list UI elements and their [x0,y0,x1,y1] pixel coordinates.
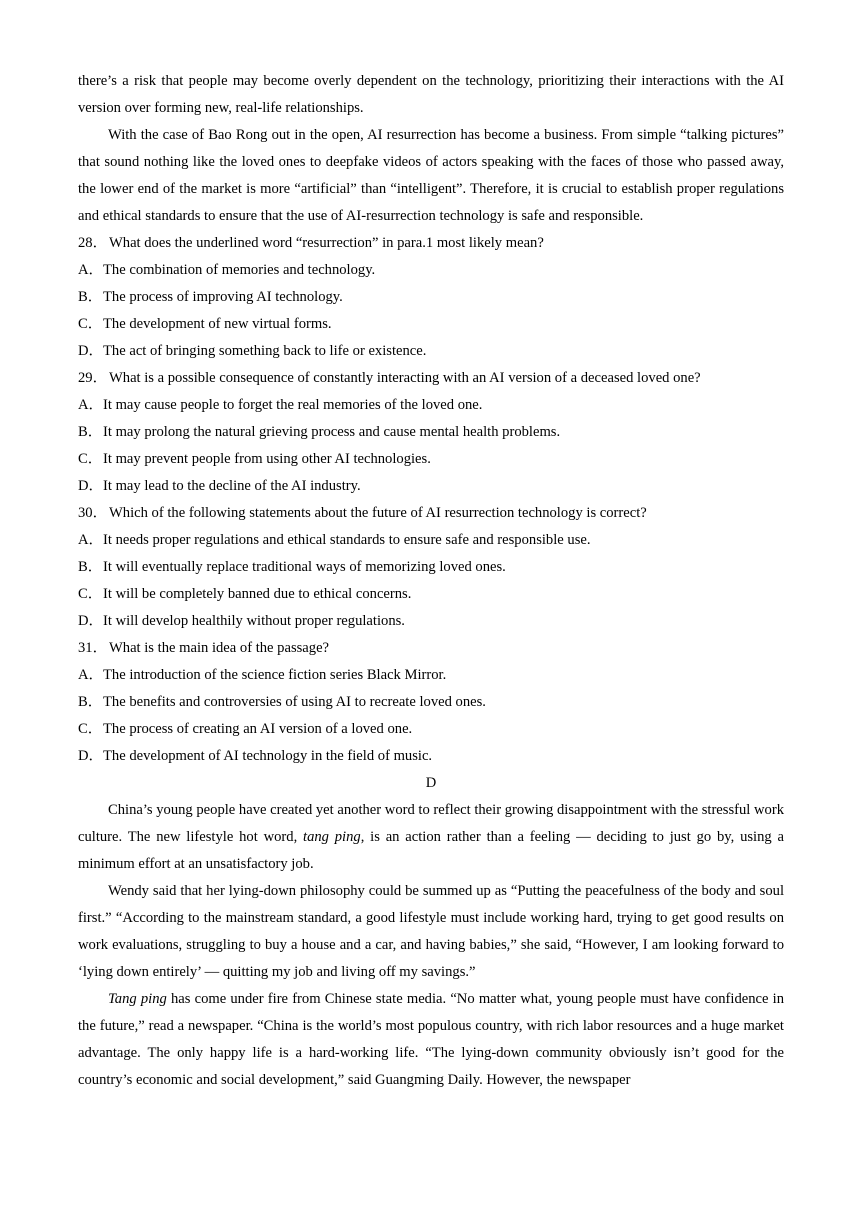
passage-c-paragraph-last: With the case of Bao Rong out in the open, AI resurrection has become a business. From simple “talking pictures” that sound nothing like the loved ones to deepfake videos of actors speaking with the faces of those who passed away, the lower end of the market is more “artificial” than “intelligent”. Therefore, it is crucial to establish proper regulations and ethical standards to ensure that the use of AI-resurrection technology is safe and responsible. [78,127,784,224]
question-stem [78,635,784,662]
option-letter: B． [78,694,103,710]
passage-d-p1-text-b: , is an action rather than a feeling — deciding to just go by, using a minimum effort at an unsatisfactory job. [78,829,784,872]
answer-option [78,608,784,635]
answer-option [78,311,784,338]
question-stem [78,230,784,257]
question-text: What is a possible consequence of constantly interacting with an AI version of a deceased loved one? [109,370,701,386]
option-letter: D． [78,478,104,494]
option-text: It may lead to the decline of the AI industry. [103,478,361,494]
option-text: It may cause people to forget the real memories of the loved one. [103,397,483,413]
option-text: The act of bringing something back to life or existence. [103,343,427,359]
answer-option [78,473,784,500]
question-number: 29． [78,370,108,386]
answer-option [78,257,784,284]
question-number: 31． [78,640,108,656]
question-number: 30． [78,505,108,521]
option-letter: B． [78,424,103,440]
passage-c-paragraph-tail: there’s a risk that people may become overly dependent on the technology, prioritizing their interactions with the AI version over forming new, real-life relationships. [78,73,784,116]
option-letter: A． [78,532,104,548]
option-letter: C． [78,721,103,737]
option-text: The development of new virtual forms. [103,316,332,332]
option-letter: D． [78,748,104,764]
passage-d-term-tang-ping-2: Tang ping [108,991,167,1007]
option-text: The process of improving AI technology. [103,289,343,305]
question-text: What does the underlined word “resurrection” in para.1 most likely mean? [109,235,544,251]
option-letter: C． [78,316,103,332]
question-stem [78,365,784,392]
answer-option [78,743,784,770]
answer-option [78,446,784,473]
question-number: 28． [78,235,108,251]
answer-option [78,392,784,419]
option-letter: C． [78,451,103,467]
answer-option [78,419,784,446]
option-text: It may prolong the natural grieving process and cause mental health problems. [103,424,561,440]
passage-d-heading: D [425,775,437,791]
option-letter: D． [78,613,104,629]
option-text: The benefits and controversies of using AI to recreate loved ones. [103,694,486,710]
option-letter: D． [78,343,104,359]
passage-d-paragraph-2: Wendy said that her lying-down philosophy could be summed up as “Putting the peacefulness of the body and soul first.” “According to the mainstream standard, a good lifestyle must include working hard, trying to get good results on work evaluations, struggling to buy a house and a car, and having babies,” she said, “However, I am looking forward to ‘lying down entirely’ — quitting my job and living off my savings.” [78,883,784,980]
option-text: The combination of memories and technology. [103,262,376,278]
option-letter: A． [78,262,104,278]
option-letter: C． [78,586,103,602]
option-text: It needs proper regulations and ethical standards to ensure safe and responsible use. [103,532,591,548]
option-letter: B． [78,289,103,305]
question-text: What is the main idea of the passage? [109,640,330,656]
answer-option [78,284,784,311]
answer-option [78,662,784,689]
passage-d-p1-text-a: China’s young people have created yet another word to reflect their growing disappointment with the stressful work culture. The new lifestyle hot word, [78,802,784,845]
answer-option [78,716,784,743]
option-text: It will eventually replace traditional ways of memorizing loved ones. [103,559,506,575]
document-page [78,68,784,1094]
passage-d-term-tang-ping: tang ping [303,829,361,845]
passage-d-paragraph-3 [78,986,784,1094]
answer-option [78,689,784,716]
answer-option [78,338,784,365]
option-text: The process of creating an AI version of a loved one. [103,721,413,737]
option-text: It may prevent people from using other AI technologies. [103,451,431,467]
option-text: It will be completely banned due to ethical concerns. [103,586,412,602]
option-letter: B． [78,559,103,575]
answer-option [78,527,784,554]
option-letter: A． [78,667,104,683]
question-list [78,230,784,770]
question-text: Which of the following statements about the future of AI resurrection technology is correct? [109,505,647,521]
passage-d-p3-text: has come under fire from Chinese state media. “No matter what, young people must have confidence in the future,” read a newspaper. “China is the world’s most populous country, with rich labor resources and a huge market advantage. The only happy life is a hard-working life. “The lying-down community obviously isn’t good for the country’s economic and social development,” said Guangming Daily. However, the newspaper [78,991,785,1088]
option-text: The introduction of the science fiction series Black Mirror. [103,667,447,683]
option-text: The development of AI technology in the field of music. [103,748,433,764]
answer-option [78,554,784,581]
question-stem [78,500,784,527]
option-text: It will develop healthily without proper regulations. [103,613,405,629]
answer-option [78,581,784,608]
passage-d-paragraph-1 [78,797,784,878]
option-letter: A． [78,397,104,413]
